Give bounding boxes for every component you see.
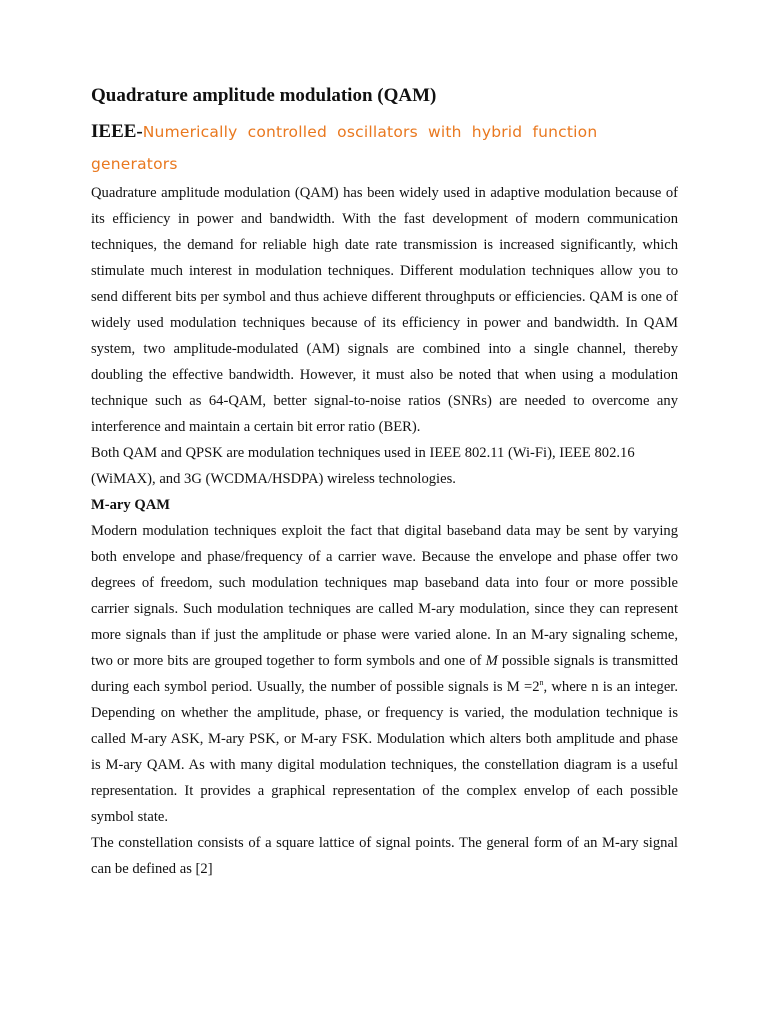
section-heading-mary-qam: M-ary QAM [91,497,171,513]
subtitle-prefix: IEEE- [91,121,143,142]
document-subtitle [91,116,678,180]
subtitle-link[interactable]: Numerically controlled oscillators with hybrid function generators [91,123,598,173]
document-title: Quadrature amplitude modulation (QAM) [91,85,437,106]
superscript-n: n [539,678,544,687]
paragraph-mary-part-c: , where n is an integer. Depending on whether the amplitude, phase, or frequency is varied, the modulation technique is called M-ary ASK, M-ary PSK, or M-ary FSK. Modulation which alters both amplitude and phase is M-ary QAM. As with many digital modulation techniques, the constellation diagram is a useful representation. It provides a graphical representation of the complex envelop of each possible symbol state. [91,679,678,825]
paragraph-mary [91,518,678,830]
paragraph-mary-part-a: Modern modulation techniques exploit the fact that digital baseband data may be sent by varying both envelope and phase/frequency of a carrier wave. Because the envelope and phase offer two degrees of freedom, such modulation techniques map baseband data into four or more possible carrier signals. Such modulation techniques are called M-ary modulation, since they can represent more signals than if just the amplitude or phase were varied alone. In an M-ary signaling scheme, two or more bits are grouped together to form symbols and one of [91,523,678,669]
paragraph-intro: Quadrature amplitude modulation (QAM) has been widely used in adaptive modulation because of its efficiency in power and bandwidth. With the fast development of modern communication techniques, the demand for reliable high date rate transmission is increased significantly, which stimulate much interest in modulation techniques. Different modulation techniques allow you to send different bits per symbol and thus achieve different throughputs or efficiencies. QAM is one of widely used modulation techniques because of its efficiency in power and bandwidth. In QAM system, two amplitude-modulated (AM) signals are combined into a single channel, thereby doubling the effective bandwidth. However, it must also be noted that when using a modulation technique such as 64-QAM, better signal-to-noise ratios (SNRs) are needed to overcome any interference and maintain a certain bit error ratio (BER). [91,185,678,435]
paragraph-mary-part-b: possible signals is transmitted during each symbol period. Usually, the number of possible signals is M =2 [91,653,678,695]
document-page [91,84,678,882]
paragraph-standards: Both QAM and QPSK are modulation techniques used in IEEE 802.11 (Wi-Fi), IEEE 802.16 (WiMAX), and 3G (WCDMA/HSDPA) wireless technologies. [91,445,635,487]
paragraph-constellation: The constellation consists of a square lattice of signal points. The general form of an M-ary signal can be defined as [2] [91,835,678,877]
italic-m: M [485,653,498,669]
